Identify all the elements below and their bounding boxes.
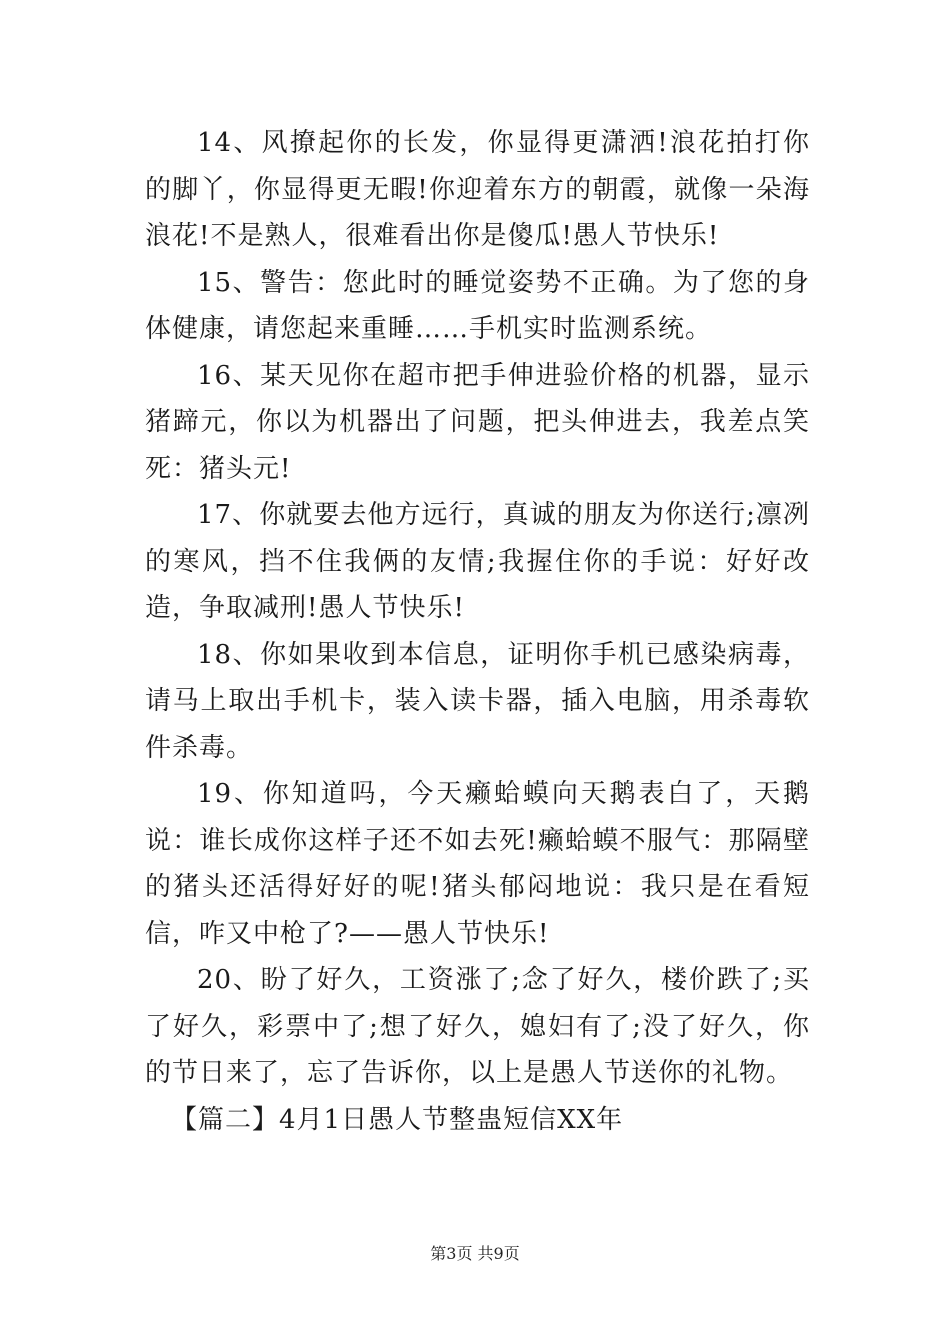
document-body: [145, 120, 810, 1143]
paragraph-18: 18、你如果收到本信息，证明你手机已感染病毒，请马上取出手机卡，装入读卡器，插入电脑，用杀毒软件杀毒。: [145, 639, 810, 763]
section-heading: 【篇二】4月1日愚人节整蛊短信XX年: [171, 1104, 624, 1135]
paragraph-17: 17、你就要去他方远行，真诚的朋友为你送行;凛冽的寒风，挡不住我俩的友情;我握住你的手说：好好改造，争取减刑!愚人节快乐!: [145, 500, 810, 623]
paragraph-14: 14、风撩起你的长发，你显得更潇洒!浪花拍打你的脚丫，你显得更无暇!你迎着东方的朝霞，就像一朵海浪花!不是熟人，很难看出你是傻瓜!愚人节快乐!: [145, 128, 810, 251]
paragraph-19: 19、你知道吗，今天癞蛤蟆向天鹅表白了，天鹅说：谁长成你这样子还不如去死!癞蛤蟆不服气：那隔壁的猪头还活得好好的呢!猪头郁闷地说：我只是在看短信，咋又中枪了?——愚人节快乐!: [145, 779, 810, 949]
page-footer: 第3页 共9页: [430, 1244, 520, 1263]
paragraph-15: 15、警告：您此时的睡觉姿势不正确。为了您的身体健康，请您起来重睡……手机实时监测系统。: [145, 267, 810, 344]
paragraph-20: 20、盼了好久，工资涨了;念了好久，楼价跌了;买了好久，彩票中了;想了好久，媳妇有了;没了好久，你的节日来了，忘了告诉你，以上是愚人节送你的礼物。: [145, 965, 810, 1088]
paragraph-16: 16、某天见你在超市把手伸进验价格的机器，显示猪蹄元，你以为机器出了问题，把头伸进去，我差点笑死：猪头元!: [145, 360, 810, 484]
